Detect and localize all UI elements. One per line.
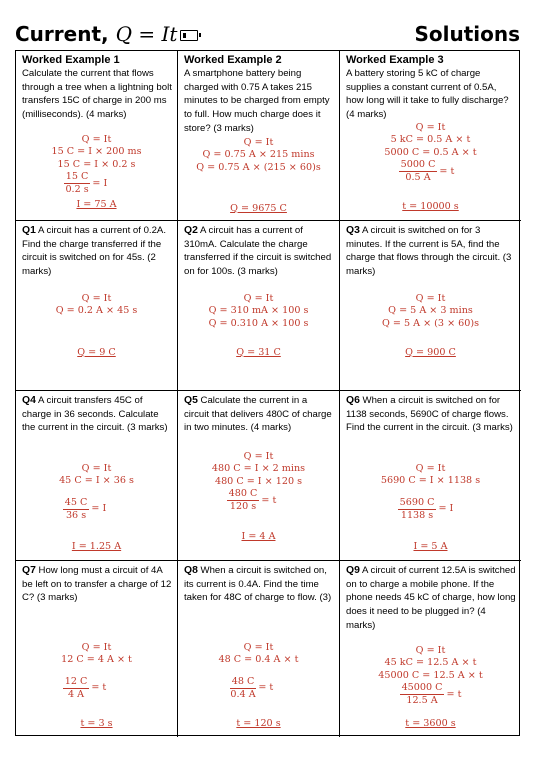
working-line: 15 C = I × 0.2 s [57,158,136,170]
answer-text: t = 10000 s [402,201,459,212]
question-body: A circuit transfers 45C of charge in 36 seconds. Calculate the current in the circuit. (3 marks) [22,395,168,434]
answer-text: t = 3600 s [405,718,456,729]
question-label: Q4 [22,395,36,406]
working-line: Q = It [81,293,112,304]
working-line: Q = It [243,451,274,462]
fraction-denominator: 0.5 A [405,172,431,184]
fraction-numerator: 48 C [231,675,255,687]
question-label: Q5 [184,395,198,406]
worked-example-1 [16,51,178,221]
question-body: A circuit has a current of 0.2A. Find the charge transferred if the circuit is switched on for 45s. (2 marks) [22,225,166,278]
working-line: 45 C = I × 36 s [59,475,134,487]
question-3 [340,221,521,391]
working-line: 5690 C = I × 1138 s [380,475,481,487]
solutions-label: Solutions [414,22,520,46]
working-line: Q = 5 A × (3 × 60)s [381,317,480,329]
fraction-numerator: 12 C [64,675,88,687]
working [16,293,177,318]
question-label: Q9 [346,565,360,576]
question-label: Q7 [22,565,36,576]
question-label: Q2 [184,225,198,236]
question-body: A battery storing 5 kC of charge supplies a constant current of 0.5A, how long will it take to fully discharge? (4 marks) [346,68,509,121]
fraction-denominator: 0.2 s [65,184,89,196]
answer [340,718,521,729]
working-fraction [64,171,108,196]
question-body: A circuit has a current of 310mA. Calculate the charge transferred if the circuit is switched on for 100s. (3 marks) [184,225,332,278]
question-body: When a circuit is switched on, its current is 0.4A. Find the time taken for 48C of charge to flow. (3) [184,565,332,604]
question-text [184,564,334,605]
answer-text: t = 120 s [236,718,281,729]
question-9 [340,561,521,737]
working-line: Q = 0.310 A × 100 s [208,317,309,329]
question-body: How long must a circuit of 4A be left on to transfer a charge of 12 C? (3 marks) [22,565,172,604]
question-body: Calculate the current that flows through a tree when a lightning bolt transfers 15C of charge in 200 ms (milliseconds). (4 marks) [22,68,172,121]
working-fraction [227,488,277,513]
fraction-rhs: = t [446,688,462,700]
fraction-rhs: = t [261,494,277,506]
working-line: Q = It [81,642,112,653]
fraction-denominator: 120 s [229,501,257,513]
question-text [22,564,172,605]
question-text [346,54,516,122]
worked-example-3 [340,51,521,221]
answer [178,203,339,214]
answer-text: I = 75 A [76,199,117,210]
working [178,642,339,701]
title-formula: Q = It [115,22,178,46]
working [16,134,177,196]
example-heading: Worked Example 3 [346,54,444,66]
working-fraction [230,676,274,701]
question-text [22,54,172,122]
working-line: Q = 0.75 A × (215 × 60)s [196,161,321,173]
answer-text: I = 5 A [413,541,448,552]
answer-text: Q = 900 C [405,347,456,358]
question-body: A smartphone battery being charged with 0.75 A takes 215 minutes to be charged from empty to full. How much charge does it store? (3 marks) [184,68,330,134]
answer-text: Q = 9 C [77,347,116,358]
question-2 [178,221,340,391]
fraction-denominator: 12.5 A [406,695,438,707]
question-body: When a circuit is switched on for 1138 seconds, 5690C of charge flows. Find the current in the circuit. (3 marks) [346,395,513,434]
answer [340,201,521,212]
worksheet-grid [15,50,520,736]
answer-text: I = 1.25 A [71,541,122,552]
answer [178,718,339,729]
fraction-denominator: 36 s [65,509,87,521]
question-text [22,224,172,279]
question-text [346,394,516,435]
working [178,293,339,330]
working-line: Q = It [81,134,112,145]
question-label: Q1 [22,225,36,236]
working-fraction [398,497,454,522]
working-line: Q = It [415,122,446,133]
working-line: Q = It [415,293,446,304]
fraction-denominator: 4 A [67,688,85,700]
working-line: Q = It [415,463,446,474]
fraction-numerator: 15 C [65,171,89,183]
question-6 [340,391,521,561]
working-line: Q = 0.75 A × 215 mins [202,149,315,161]
question-1 [16,221,178,391]
question-7 [16,561,178,737]
answer [340,541,521,552]
fraction-numerator: 45 C [64,496,88,508]
answer [16,541,177,552]
fraction-denominator: 1138 s [400,509,434,521]
answer [178,347,339,358]
working-line: Q = It [243,642,274,653]
question-text [184,224,334,279]
working-line: 480 C = I × 2 mins [211,463,306,475]
fraction-numerator: 480 C [228,488,258,500]
question-text [184,54,334,136]
working-line: 5 kC = 0.5 A × t [390,134,471,146]
working [340,463,521,522]
working-line: Q = 0.2 A × 45 s [55,305,138,317]
answer-text: Q = 9675 C [230,203,287,214]
fraction-numerator: 45000 C [401,682,443,694]
fraction-numerator: 5690 C [399,496,435,508]
working-line: Q = It [81,463,112,474]
working-fraction [400,682,462,707]
working-line: 5000 C = 0.5 A × t [384,146,477,158]
working [340,293,521,330]
question-text [22,394,172,435]
working-fraction [399,159,455,184]
working [16,463,177,522]
working-line: Q = It [243,137,274,148]
working [178,451,339,513]
fraction-rhs: = t [91,682,107,694]
question-5 [178,391,340,561]
question-body: A circuit of current 12.5A is switched on to charge a mobile phone. If the phone needs 45 kC of charge, how long does it need to be plugged in? (4 marks) [346,565,516,631]
working-line: Q = 5 A × 3 mins [388,305,473,317]
title-text: Current, [15,22,109,46]
fraction-numerator: 5000 C [400,159,436,171]
question-text [346,564,516,633]
question-label: Q6 [346,395,360,406]
question-text [346,224,516,279]
working-line: Q = 310 mA × 100 s [208,305,309,317]
question-body: A circuit is switched on for 3 minutes. If the current is 5A, find the charge that flows through the circuit. (3 marks) [346,225,512,278]
answer-text: Q = 31 C [236,347,281,358]
page-header [15,22,520,48]
question-4 [16,391,178,561]
working-line: 480 C = I × 120 s [214,475,303,487]
page-title [15,22,177,46]
question-label: Q8 [184,565,198,576]
example-heading: Worked Example 2 [184,54,282,66]
answer [340,347,521,358]
working-line: 15 C = I × 200 ms [51,146,142,158]
working [16,642,177,701]
battery-icon [180,30,198,41]
answer-text: I = 4 A [241,531,276,542]
answer-text: t = 3 s [80,718,113,729]
working-line: 12 C = 4 A × t [61,654,132,666]
working-fraction [63,497,107,522]
answer [178,531,339,542]
fraction-rhs: = I [91,503,107,515]
fraction-rhs: = t [439,165,455,177]
working-fraction [63,676,107,701]
question-label: Q3 [346,225,360,236]
fraction-rhs: = t [258,682,274,694]
working [178,137,339,174]
example-heading: Worked Example 1 [22,54,120,66]
working-line: 45000 C = 12.5 A × t [378,669,483,681]
working-line: 45 kC = 12.5 A × t [384,657,477,669]
fraction-rhs: = I [438,503,454,515]
answer [16,199,177,210]
answer [16,718,177,729]
question-8 [178,561,340,737]
question-body: Calculate the current in a circuit that delivers 480C of charge in two minutes. (4 marks) [184,395,332,434]
working-line: Q = It [415,645,446,656]
question-text [184,394,334,435]
fraction-denominator: 0.4 A [230,688,256,700]
worked-example-2 [178,51,340,221]
working [340,122,521,184]
answer [16,347,177,358]
working-line: Q = It [243,293,274,304]
fraction-rhs: = I [92,177,108,189]
working [340,645,521,707]
working-line: 48 C = 0.4 A × t [218,654,299,666]
